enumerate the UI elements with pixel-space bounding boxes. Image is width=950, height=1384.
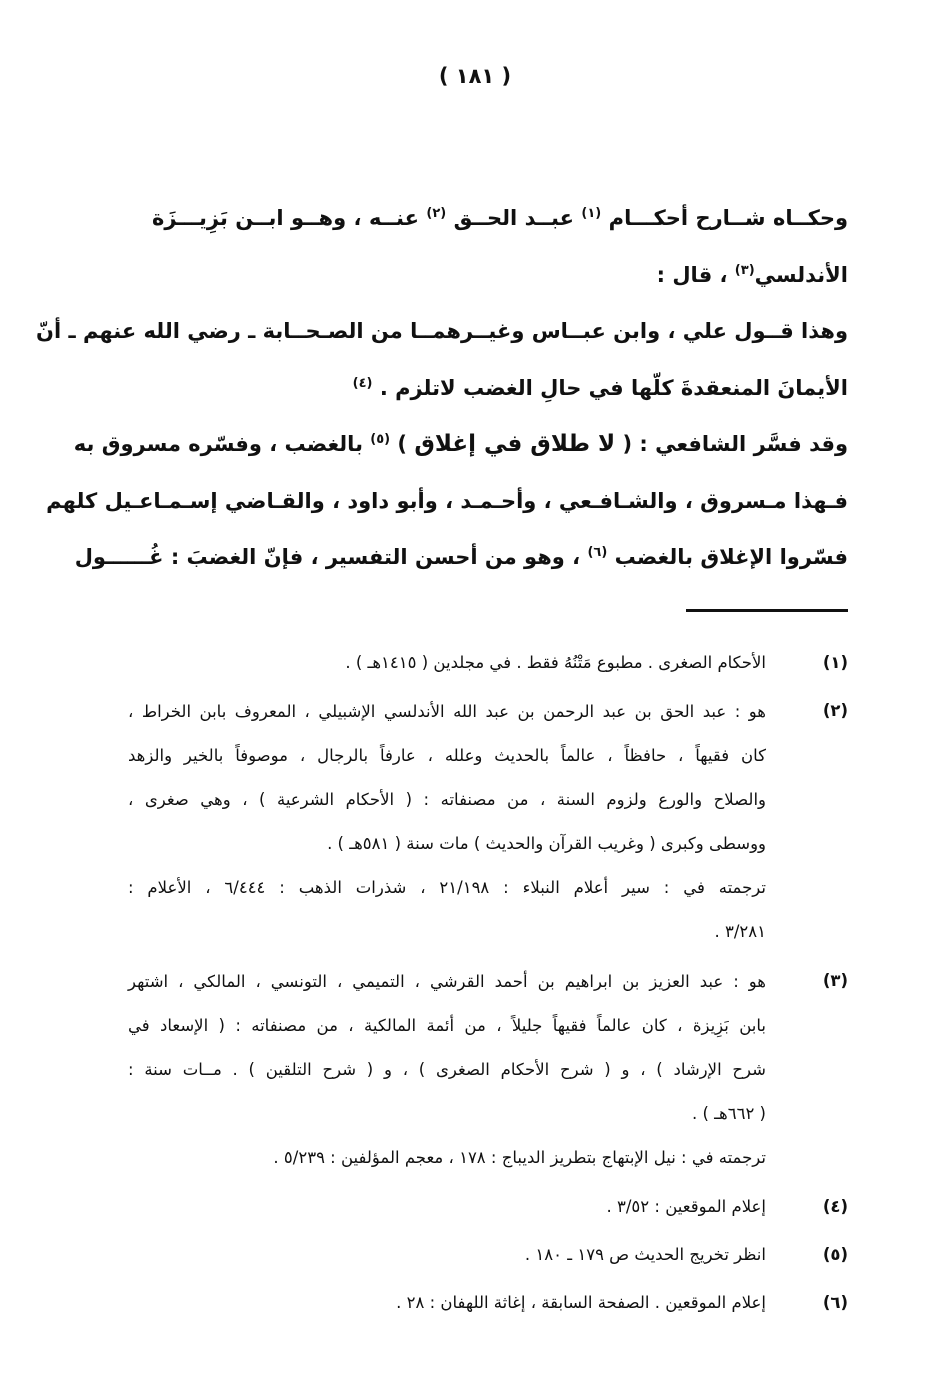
- main-line-4: [152, 360, 848, 417]
- footnote-ref-6: (٦): [587, 545, 608, 560]
- footnote-line: ٣/٢٨١ .: [714, 922, 766, 941]
- footnote-separator: [686, 609, 848, 612]
- text-span: وقد فسَّر الشافعي : (: [622, 432, 848, 456]
- text-span: ): [397, 432, 408, 456]
- footnote-line: الأحكام الصغرى . مطبوع مَتْنُهُ فقط . في مجلدين ( ١٤١٥هـ ) .: [345, 653, 766, 672]
- footnote-line: بابن بَزِيزة ، كان عالماً فقيهاً جليلاً ، من أئمة المالكية ، من مصنفاته : ( الإسعاد في: [128, 1016, 766, 1035]
- text-span: فسّروا الإغلاق بالغضب: [614, 545, 848, 569]
- text-span: فـهذا مـسروق ، والشـافـعي ، وأحـمـد ، وأبو داود ، والقـاضي إسـمـاعـيل كلهم: [46, 488, 848, 513]
- footnote-6: [128, 1282, 848, 1324]
- footnote-ref-5: (٥): [370, 432, 391, 447]
- footnotes: [128, 642, 848, 1330]
- footnote-number: (١): [822, 653, 848, 672]
- main-line-2: [152, 247, 848, 304]
- footnote-line: كان فقيهاً ، حافظاً ، عالماً بالحديث وعلله ، عارفاً بالرجال ، موصوفاً بالخير والزهد: [128, 746, 766, 765]
- footnote-line: انظر تخريج الحديث ص ١٧٩ ـ ١٨٠ .: [524, 1245, 766, 1264]
- main-line-7: [74, 529, 848, 586]
- footnote-ref-1: (١): [581, 206, 602, 221]
- main-line-6: [46, 473, 848, 530]
- footnote-number: (٣): [822, 971, 848, 990]
- main-line-1: [152, 190, 848, 247]
- footnote-2: [128, 690, 848, 954]
- footnote-line: ترجمته في : سير أعلام النبلاء : ٢١/١٩٨ ، شذرات الذهب : ٦/٤٤٤ ، الأعلام :: [128, 878, 766, 897]
- main-line-3: [36, 303, 848, 360]
- text-span: الأيمانَ المنعقدةَ كلّها في حالِ الغضب لاتلزم .: [379, 375, 848, 400]
- footnote-5: [128, 1234, 848, 1276]
- footnote-line: شرح الإرشاد ) ، و ( شرح الأحكام الصغرى ) ، و ( شرح التلقين ) . مــات سنة :: [128, 1060, 766, 1079]
- text-span: ، وهو من أحسن التفسير ، فإنّ الغضبَ : غُــــــول: [74, 545, 581, 569]
- footnote-line: هو : عبد الحق بن عبد الرحمن بن عبد الله الأندلسي الإشبيلي ، المعروف بابن الخراط ،: [128, 702, 766, 721]
- hadith-quote: لا طلاق في إغلاق: [414, 431, 616, 457]
- footnote-ref-3: (٣): [734, 262, 755, 278]
- text-span: وهذا قــول علي ، وابن عبــاس وغيــرهمــا من الصـحــابة ـ رضي الله عنهم ـ أنّ: [36, 319, 848, 343]
- text-span: بالغضب ، وفسّره مسروق به: [73, 432, 363, 456]
- main-line-5: [73, 416, 848, 473]
- footnote-line: ووسطى وكبرى ( وغريب القرآن والحديث ) مات سنة ( ٥٨١هـ ) .: [327, 834, 766, 853]
- footnote-1: [128, 642, 848, 684]
- footnote-line: ترجمته في : نيل الإبتهاج بتطريز الديباج : ١٧٨ ، معجم المؤلفين : ٥/٢٣٩ .: [273, 1148, 766, 1167]
- footnote-ref-4: (٤): [352, 375, 373, 391]
- page-number: ( ١٨١ ): [438, 64, 512, 88]
- footnote-line: ( ٦٦٢هـ ) .: [692, 1104, 766, 1123]
- footnote-line: إعلام الموقعين : ٣/٥٢ .: [606, 1197, 766, 1216]
- main-text: [36, 190, 849, 586]
- footnote-line: هو : عبد العزيز بن ابراهيم بن أحمد القرشي ، التميمي ، التونسي ، المالكي ، اشتهر: [128, 972, 766, 991]
- text-span: وحكــاه شــارح أحكـــام: [608, 206, 849, 230]
- footnote-4: [128, 1186, 848, 1228]
- text-span: عنــه ، وهــو ابــن بَزِيـــزَة: [152, 206, 419, 230]
- text-span: عبــد الحــق: [453, 206, 574, 230]
- footnote-number: (٢): [822, 701, 848, 720]
- footnote-line: إعلام الموقعين . الصفحة السابقة ، إغاثة اللهفان : ٢٨ .: [396, 1293, 766, 1312]
- footnote-line: والصلاح والورع ولزوم السنة ، من مصنفاته : ( الأحكام الشرعية ) ، وهي صغرى ،: [128, 790, 766, 809]
- footnote-3: [128, 960, 848, 1180]
- text-span: ، قال :: [656, 262, 728, 287]
- footnote-number: (٥): [822, 1245, 848, 1264]
- footnote-number: (٤): [822, 1197, 848, 1216]
- footnote-number: (٦): [822, 1293, 848, 1312]
- footnote-ref-2: (٢): [426, 206, 447, 221]
- text-span: الأندلسي: [754, 262, 848, 287]
